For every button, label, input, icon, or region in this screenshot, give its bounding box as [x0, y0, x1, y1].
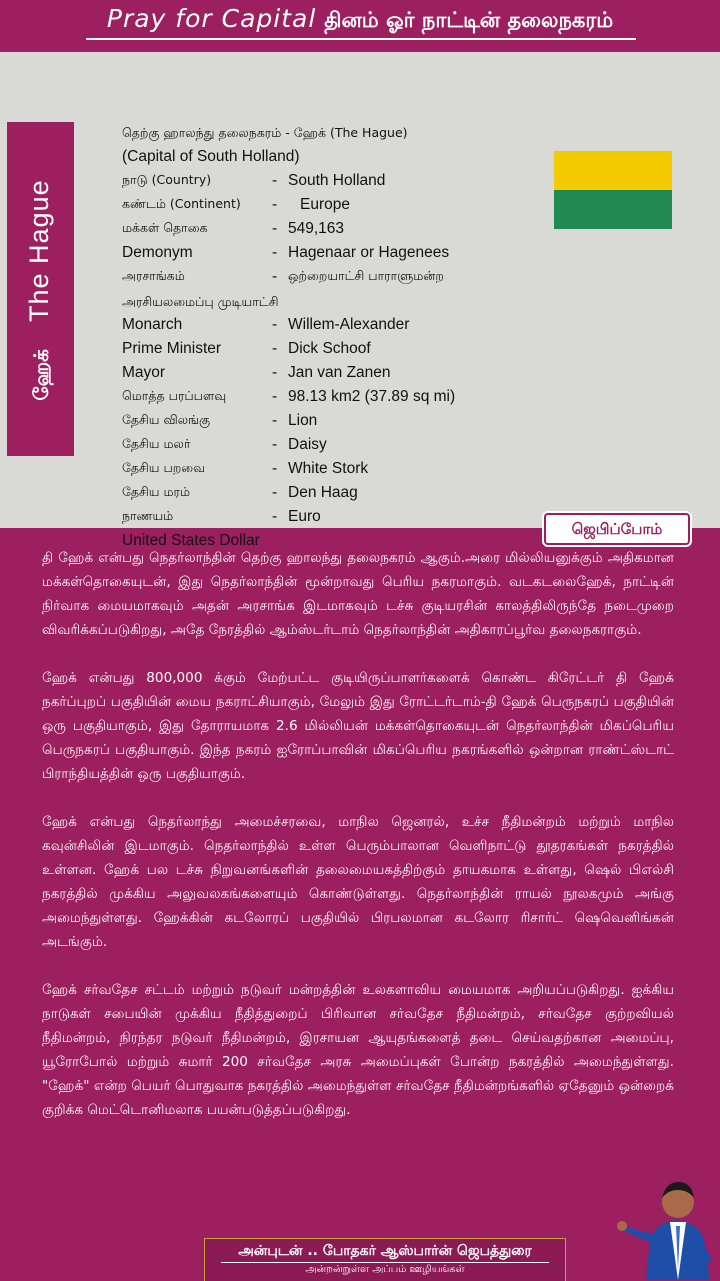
fact-row-government: அரசாங்கம் - ஒற்றையாட்சி பாராளுமன்ற	[122, 268, 444, 285]
city-name-tamil: ஹேக்	[29, 349, 53, 401]
fact-row-area: மொத்த பரப்பளவு - 98.13 km2 (37.89 sq mi)	[122, 388, 456, 405]
fact-row-population: மக்கள் தொகை - 549,163	[122, 220, 345, 237]
fact-row-national-bird: தேசிய பறவை - White Stork	[122, 460, 369, 477]
fact-row-national-animal: தேசிய விலங்கு - Lion	[122, 412, 318, 429]
fact-row-mayor: Mayor - Jan van Zanen	[122, 364, 391, 381]
paragraph: ஹேக் என்பது 800,000 க்கும் மேற்பட்ட குடியிருப்பாளர்களைக் கொண்ட கிரேட்டர் தி ஹேக் நகர்ப்புறப் பகுதியின் மைய நகராட்சியாகும், மேலும் இது ரோட்டர்டாம்-தி ஹேக் பெருநகரப் பகுதியின் ஒரு பகுதியாகும், இது தோராயமாக 2.6 மில்லியன் மக்கள்தொகையுடன் நெதர்லாந்தின் மிகப்பெரிய பெருநகரப் பகுதியாகும். இந்த நகரம் ஐரோப்பாவின் மிகப்பெரிய நகரங்களில் ஒன்றான ராண்ட்ஸ்டாட் பிராந்தியத்தின் ஒரு பகுதியாகும்.	[42, 670, 674, 782]
title-underline	[86, 38, 636, 40]
fact-row-national-tree: தேசிய மரம் - Den Haag	[122, 484, 358, 501]
pray-badge: ஜெபிப்போம்	[544, 513, 690, 545]
infobox-subheading: (Capital of South Holland)	[122, 148, 300, 165]
signature-underline	[221, 1262, 549, 1263]
city-name-vertical	[24, 179, 56, 400]
page-title	[0, 4, 720, 35]
header-banner	[0, 0, 720, 52]
fact-row-national-flower: தேசிய மலர் - Daisy	[122, 436, 327, 453]
paragraph: தி ஹேக் என்பது நெதர்லாந்தின் தெற்கு ஹாலந்து தலைநகரம் ஆகும்.அரை மில்லியனுக்கும் அதிகமான மக்கள்தொகையுடன், இது நெதர்லாந்தின் மூன்றாவது பெரிய நகரமாகும். வடகடலைஹேக், நாட்டின் நிர்வாக மையமாகவும் அதன் அரசாங்க இடமாகவும் டச்சு குடியரசின் காலத்திலிருந்தே நடைமுறை விவரிக்கப்படுகிறது, அதே நேரத்தில் ஆம்ஸ்டர்டாம் நெதர்லாந்தின் அதிகாரப்பூர்வ தலைநகராகும்.	[42, 550, 674, 638]
fact-row-continent: கண்டம் (Continent) - Europe	[122, 196, 350, 213]
city-name-english: The Hague	[24, 179, 54, 322]
ministry-name: அன்றன்றுள்ள அப்பம் ஊழியங்கள்	[305, 1264, 465, 1275]
fact-row-country: நாடு (Country) - South Holland	[122, 172, 386, 189]
paragraph: ஹேக் சர்வதேச சட்டம் மற்றும் நடுவர் மன்றத்தின் உலகளாவிய மையமாக அறியப்படுகிறது. ஐக்கிய நாடுகள் சபையின் முக்கிய நீதித்துறைப் பிரிவான சர்வதேச நீதிமன்றம், சர்வதேச குற்றவியல் நீதிமன்றம், நிரந்தர நடுவர் நீதிமன்றம், இரசாயன ஆயுதங்களைத் தடை செய்வதற்கான அமைப்பு, யூரோபோல் மற்றும் சுமார் 200 சர்வதேச அரசு அமைப்புகள் போன்ற நகரத்தில் அமைந்துள்ளது. "ஹேக்" என்ற பெயர் பொதுவாக நகரத்தில் அமைந்துள்ள சர்வதேச நீதிமன்றங்களில் ஏதேனும் ஒன்றைக் குறிக்க மெட்டொனிமலாக பயன்படுத்தப்படுகிறது.	[42, 982, 674, 1118]
fact-row-demonym: Demonym - Hagenaar or Hagenees	[122, 244, 450, 261]
fact-row-monarch: Monarch - Willem-Alexander	[122, 316, 410, 333]
infobox-heading: தெற்கு ஹாலந்து தலைநகரம் - ஹேக் (The Hague)	[122, 125, 408, 140]
article-body	[42, 546, 674, 1146]
fact-row-prime-minister: Prime Minister - Dick Schoof	[122, 340, 371, 357]
fact-row-currency: நாணயம் - Euro	[122, 508, 321, 525]
footer-signature	[204, 1238, 566, 1281]
title-english: Pray for Capital	[106, 4, 317, 33]
paragraph: ஹேக் என்பது நெதர்லாந்து அமைச்சரவை, மாநில ஜெனரல், உச்ச நீதிமன்றம் மற்றும் மாநில கவுன்சிலின் இடமாகும். நெதர்லாந்தில் உள்ள பெரும்பாலான வெளிநாட்டு தூதரகங்கள் நகரத்தில் உள்ளன. ஹேக் பல டச்சு நிறுவனங்களின் தலைமையகத்திற்கும் தாயகமாக உள்ளது, ஷெல் பிஎல்சி நகரத்தில் முக்கிய அலுவலகங்களையும் கொண்டுள்ளது. நெதர்லாந்தின் ராயல் நூலகமும் அங்கு அமைந்துள்ளது. ஹேக்கின் கடலோரப் பகுதியில் பிரபலமான கடலோர ரிசார்ட் ஷெவெனிங்கன் அடங்கும்.	[42, 814, 674, 950]
currency-continuation: United States Dollar	[122, 532, 260, 549]
preacher-photo	[616, 1170, 720, 1280]
pastor-name: அன்புடன் .. போதகர் ஆஸ்பார்ன் ஜெபத்துரை	[238, 1243, 532, 1259]
title-tamil: தினம் ஓர் நாட்டின் தலைநகரம்	[324, 8, 614, 32]
government-continuation: அரசியலமைப்பு முடியாட்சி	[122, 294, 279, 309]
